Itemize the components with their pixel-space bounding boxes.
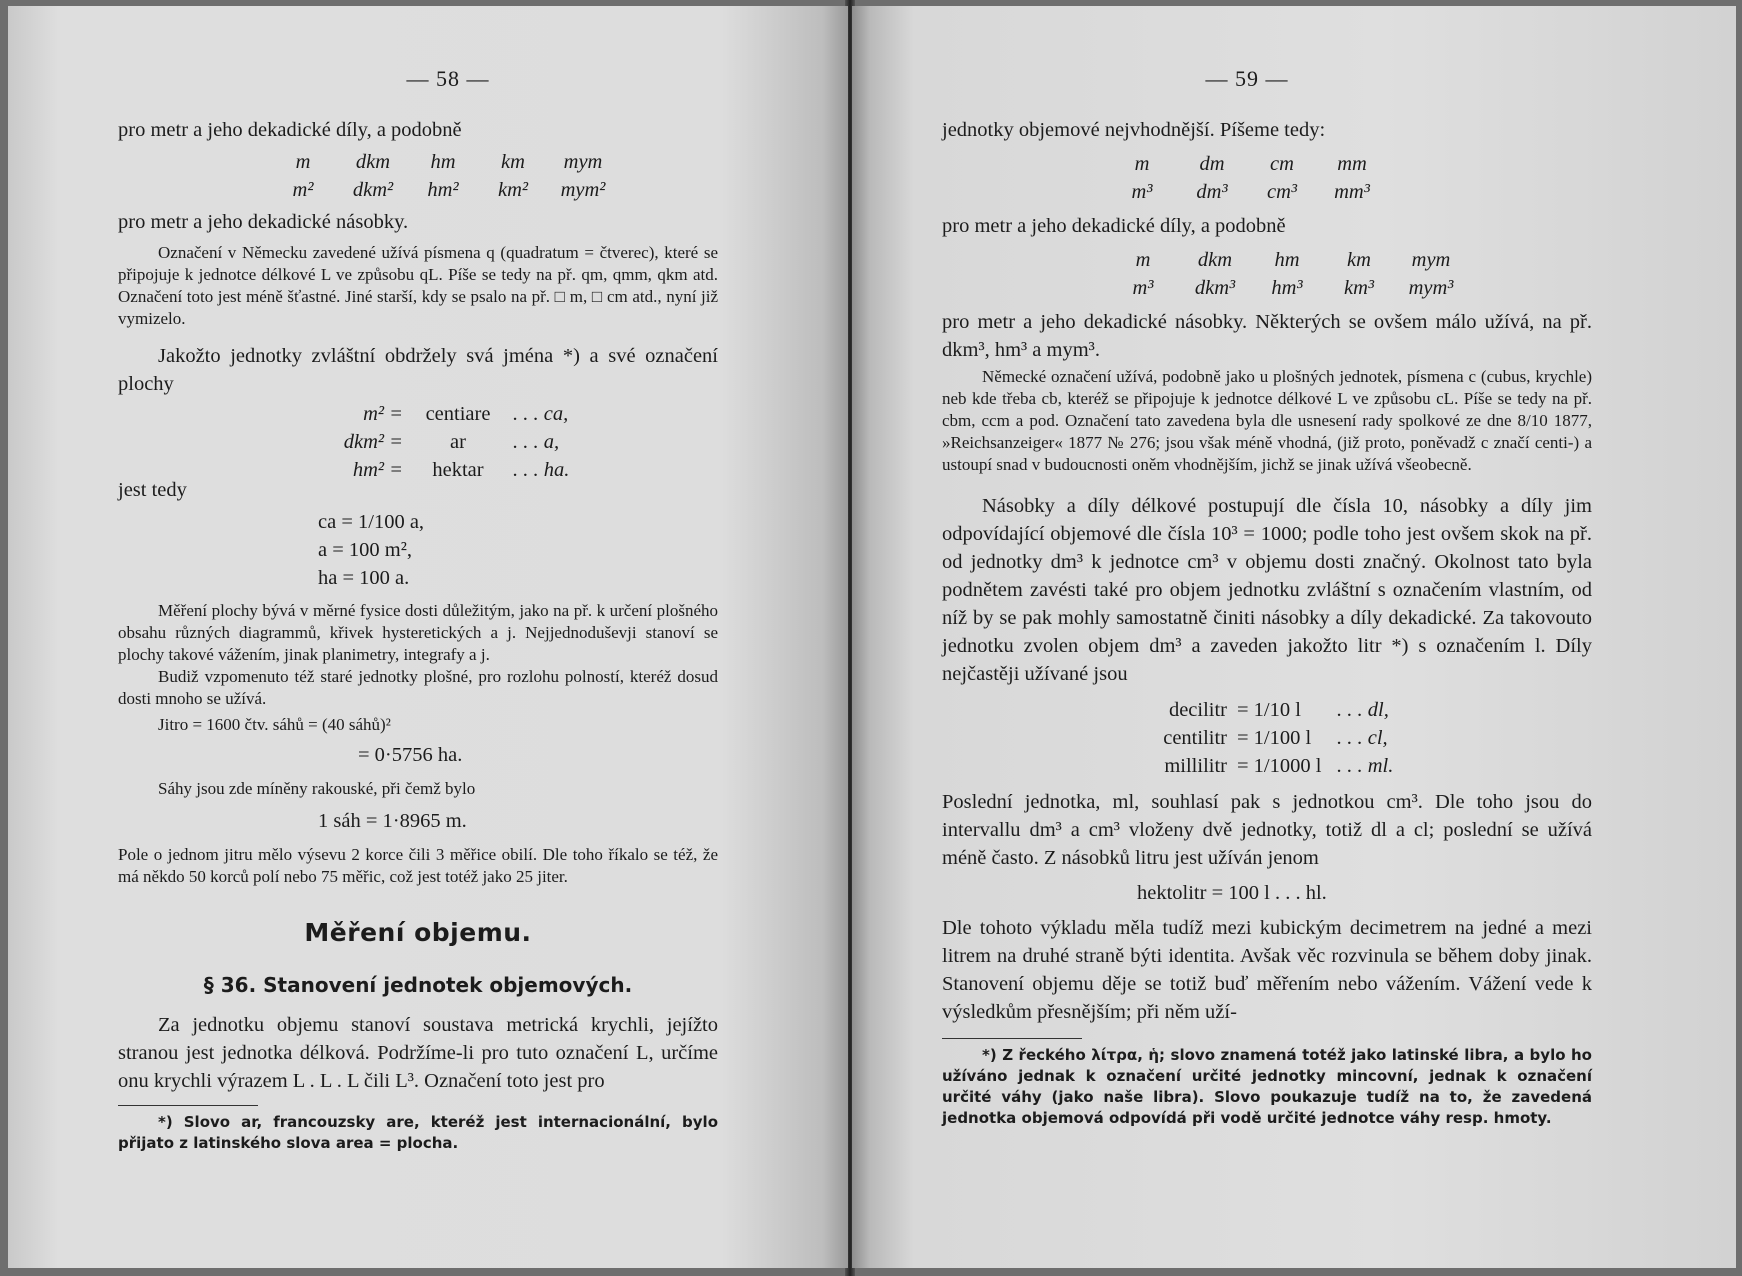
unit-cell: km [501, 151, 525, 173]
paragraph: Označení v Německu zavedené užívá písmena q (quadratum = čtverec), které se připojuje k jednotce délkové L ve způsobu qL. Píše se tedy na př. qm, qmm, qkm atd. Označení toto jest méně šťastné. Jiné starší, kdy se psalo na př. □ m, □ cm atd., nyní již vymizelo. [118, 243, 718, 328]
litre-eq: = 1/10 l [1237, 699, 1301, 721]
names-table [293, 400, 718, 484]
unit-expr: dkm² = [343, 431, 403, 453]
formula: hektolitr = 100 l . . . hl. [1137, 882, 1327, 904]
unit-cell: hm² [427, 179, 459, 201]
litre-abbr: . . . ml. [1337, 755, 1394, 777]
unit-expr: hm² = [352, 459, 403, 481]
unit-cell: m [1134, 153, 1150, 175]
unit-cell: m² [292, 179, 314, 201]
footnote: *) Z řeckého λίτρα, ἡ; slovo znamená totéž jako latinské libra, a bylo ho užíváno jednak k označení určité jednotky mincovní, jednak k označení určité váhy (jako naše libra). Slovo poukazuje tudíž na to, že zavedená jednotka objemová odpovídá při vodě určité jednotce váhy resp. hmoty. [942, 1046, 1592, 1127]
unit-cell: dkm³ [1194, 277, 1236, 299]
left-page-column [118, 66, 718, 1154]
unit-abbr: . . . ca, [513, 403, 569, 425]
unit-cell: dkm [355, 151, 391, 173]
unit-cell: dkm² [352, 179, 394, 201]
relations [318, 508, 718, 592]
relation: ca = 1/100 a, [318, 511, 425, 533]
unit-cell: dm [1199, 153, 1225, 175]
relation: ha = 100 a. [318, 567, 410, 589]
unit-expr: m² = [363, 403, 403, 425]
unit-cell: cm³ [1266, 181, 1298, 203]
unit-cell: m³ [1132, 277, 1154, 299]
formula: Jitro = 1600 čtv. sáhů = (40 sáhů)² [158, 715, 391, 734]
unit-cell: km [1347, 249, 1371, 271]
paragraph: jest tedy [118, 479, 187, 501]
unit-cell: mym² [560, 179, 606, 201]
litre-abbr: . . . cl, [1337, 727, 1388, 749]
unit-name: centiare [425, 403, 491, 425]
unit-cell: m [295, 151, 311, 173]
paragraph: Německé označení užívá, podobně jako u plošných jednotek, písmena c (cubus, krychle) neb kde třeba cb, kteréž se připojuje k jednotce délkové L ve způsobu cL. Píše se tedy na př. cbm, ccm a pod. Označení tato zavedena byla dle usnesení rady spolkové ze dne 8/10 1877, »Reichsanzeiger« 1877 № 276; jsou však méně vhodná, (již proto, poněvadž c značí centi-) a ustoupí snad v budoucnosti oněm vhodnějším, jichž se jinak užívá všeobecně. [942, 367, 1592, 474]
formula: = 0·5756 ha. [358, 744, 463, 766]
chapter-heading: Měření objemu. [304, 918, 532, 947]
unit-cell: m³ [1131, 181, 1153, 203]
unit-cell: hm [1274, 249, 1300, 271]
page-number: — 58 — [406, 66, 490, 91]
litre-eq: = 1/100 l [1237, 727, 1312, 749]
unit-cell: km³ [1343, 277, 1375, 299]
unit-cell: mym [1411, 249, 1451, 271]
formula: 1 sáh = 1·8965 m. [318, 810, 467, 832]
unit-cell: mm [1337, 153, 1367, 175]
litre-name: decilitr [1168, 699, 1227, 721]
unit-cell: dm³ [1196, 181, 1228, 203]
paragraph: Sáhy jsou zde míněny rakouské, při čemž bylo [158, 779, 476, 798]
paragraph: Za jednotku objemu stanoví soustava metrická krychli, jejížto stranou jest jednotka délková. Podržíme-li pro tuto označení L, určíme onu krychli výrazem L . L . L čili L³. Označení toto jest pro [118, 1014, 718, 1092]
unit-cell: mym³ [1408, 277, 1454, 299]
units-table [268, 148, 718, 204]
paragraph: pro metr a jeho dekadické díly, a podobně [942, 215, 1286, 237]
unit-cell: mym [563, 151, 603, 173]
unit-abbr: . . . a, [513, 431, 560, 453]
litre-eq: = 1/1000 l [1237, 755, 1322, 777]
paragraph: Poslední jednotka, ml, souhlasí pak s jednotkou cm³. Dle toho jsou do intervallu dm³ a cm³ vloženy dvě jednotky, totiž dl a cl; poslední se užívá méně často. Z násobků litru jest užíván jenom [942, 791, 1592, 869]
right-page-column [942, 66, 1592, 1129]
unit-cell: hm [430, 151, 456, 173]
paragraph: Jakožto jednotky zvláštní obdržely svá jména *) a své označení plochy [118, 345, 718, 395]
relation: a = 100 m², [318, 539, 413, 561]
units-table [1107, 150, 1592, 206]
litre-name: centilitr [1163, 727, 1227, 749]
paragraph: Násobky a díly délkové postupují dle čísla 10, násobky a díly jim odpovídající objemové dle čísla 10³ = 1000; podle toho jest ovšem skok na př. od jednotky dm³ k jednotce cm³ v objemu dosti značný. Okolnost tato byla podnětem zavésti také pro objem jednotku zvláštní s označením vlastním, od níž by se pak mohly samostatně činiti násobky a díly dekadické. Za takovouto jednotku zvolen objem dm³ a zaveden jakožto litr *) s označením l. Díly nejčastěji užívané jsou [942, 495, 1592, 685]
unit-cell: cm [1270, 153, 1294, 175]
unit-cell: hm³ [1271, 277, 1303, 299]
litre-abbr: . . . dl, [1337, 699, 1389, 721]
page-number: — 59 — [1205, 66, 1289, 91]
litre-table [1117, 696, 1592, 780]
unit-name: ar [450, 431, 466, 453]
section-heading: § 36. Stanovení jednotek objemových. [203, 973, 633, 997]
unit-abbr: . . . ha. [513, 459, 570, 481]
litre-name: millilitr [1164, 755, 1227, 777]
unit-cell: m [1135, 249, 1151, 271]
paragraph: pro metr a jeho dekadické násobky. [118, 211, 409, 233]
paragraph: pro metr a jeho dekadické násobky. Některých se ovšem málo užívá, na př. dkm³, hm³ a mym³. [942, 311, 1592, 361]
paragraph: Pole o jednom jitru mělo výsevu 2 korce čili 3 měřice obilí. Dle toho říkalo se též, že má někdo 50 korců polí nebo 75 měřic, což jest totéž jako 25 jiter. [118, 845, 718, 886]
unit-name: hektar [432, 459, 484, 481]
paragraph: Měření plochy bývá v měrné fysice dosti důležitým, jako na př. k určení plošného obsahu různých diagrammů, křivek hysteretických a j. Nejjednoduševji stanoví se plochy takové vážením, jinak planimetry, integrafy a j. [118, 601, 718, 664]
unit-cell: km² [497, 179, 529, 201]
unit-cell: mm³ [1334, 181, 1370, 203]
paragraph: Dle tohoto výkladu měla tudíž mezi kubickým decimetrem na jedné a mezi litrem na druhé straně býti identita. Avšak věc rozvinula se během doby jinak. Stanovení objemu děje se totiž buď měřením nebo vážením. Vážení vede k výsledkům přesnějším; při něm uží- [942, 917, 1592, 1023]
left-page [8, 6, 848, 1268]
paragraph: jednotky objemové nejvhodnější. Píšeme tedy: [942, 119, 1326, 141]
paragraph: Budiž vzpomenuto též staré jednotky plošné, pro rozlohu polností, kteréž dosud dosti mnoho se užívá. [118, 667, 718, 708]
footnote: *) Slovo ar, francouzsky are, kteréž jest internacionální, bylo přijato z latinského slova area = plocha. [118, 1113, 718, 1152]
right-page [852, 6, 1736, 1268]
unit-cell: dkm [1197, 249, 1233, 271]
paragraph: pro metr a jeho dekadické díly, a podobně [118, 119, 462, 141]
units-table [1107, 246, 1592, 302]
